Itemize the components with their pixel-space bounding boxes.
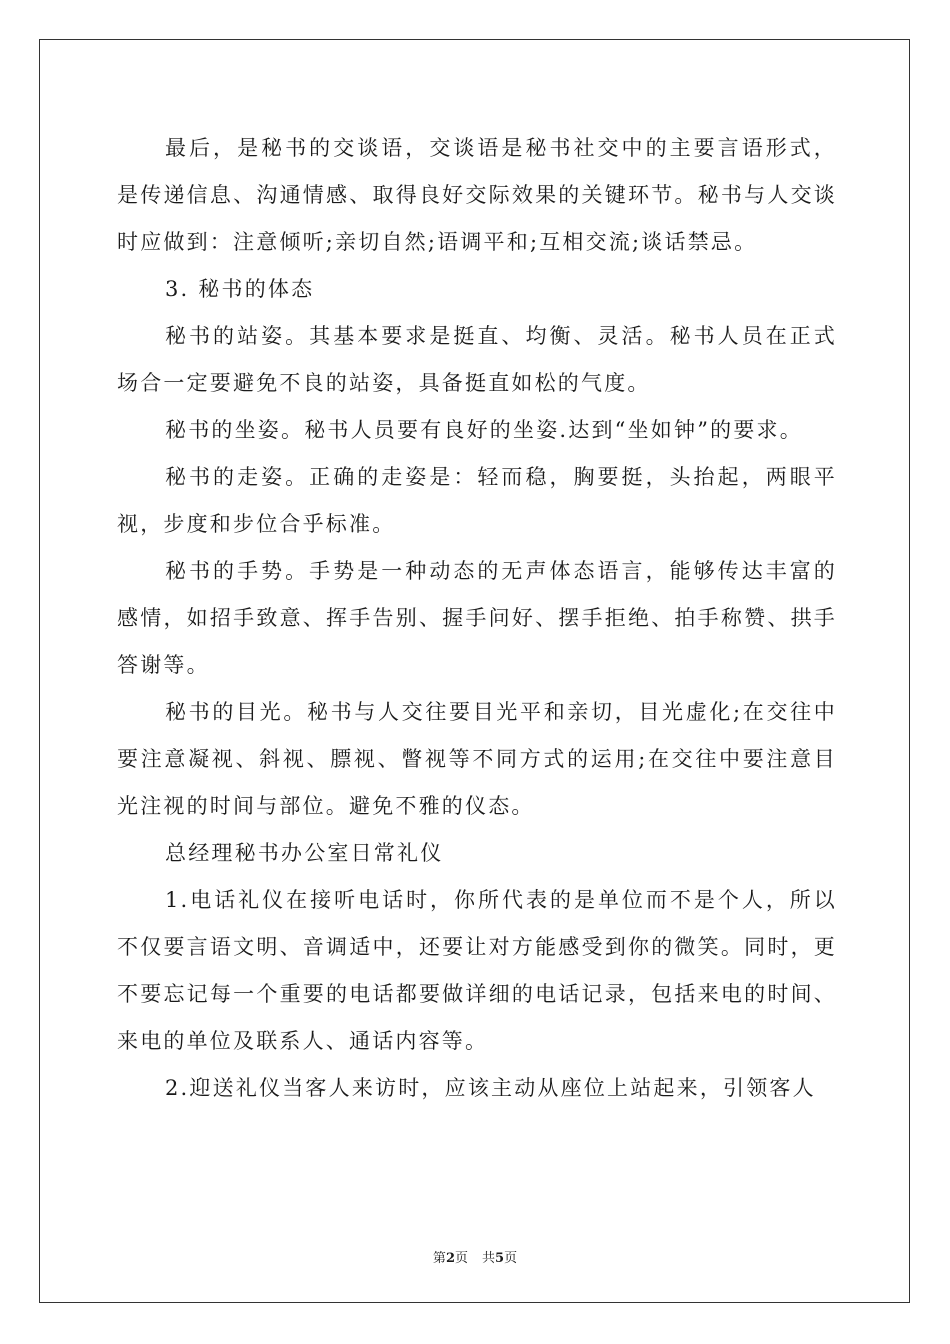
paragraph-greeting-etiquette: 2.迎送礼仪当客人来访时，应该主动从座位上站起来，引领客人 [165,1076,816,1100]
footer-total-prefix: 共 [482,1251,496,1266]
paragraph-conversation: 最后，是秘书的交谈语，交谈语是秘书社交中的主要言语形式，是传递信息、沟通情感、取得良好交际效果的关键环节。秘书与人交谈时应做到：注意倾听;亲切自然;语调平和;互相交流;谈话禁忌。 [117,136,837,254]
paragraph-walking: 秘书的走姿。正确的走姿是：轻而稳，胸要挺，头抬起，两眼平视，步度和步位合乎标准。 [117,465,837,536]
footer-page-word: 页 [454,1251,468,1266]
footer-total-suffix: 页 [504,1251,518,1266]
page-footer [0,1247,950,1266]
paragraph-gestures: 秘书的手势。手势是一种动态的无声体态语言，能够传达丰富的感情，如招手致意、挥手告别、握手问好、摆手拒绝、拍手称赞、拱手答谢等。 [117,559,837,677]
footer-prefix: 第 [432,1251,446,1266]
paragraph-sitting: 秘书的坐姿。秘书人员要有良好的坐姿.达到“坐如钟”的要求。 [165,418,803,442]
paragraph-standing: 秘书的站姿。其基本要求是挺直、均衡、灵活。秘书人员在正式场合一定要避免不良的站姿，具备挺直如松的气度。 [117,324,837,395]
paragraph-phone-etiquette: 1.电话礼仪在接听电话时，你所代表的是单位而不是个人，所以不仅要言语文明、音调适中，还要让对方能感受到你的微笑。同时，更不要忘记每一个重要的电话都要做详细的电话记录，包括来电的时间、来电的单位及联系人、通话内容等。 [117,888,837,1053]
section-heading-posture: 3. 秘书的体态 [165,277,315,301]
total-page-number: 5 [495,1251,505,1266]
paragraph-eye-contact: 秘书的目光。秘书与人交往要目光平和亲切，目光虚化;在交往中要注意凝视、斜视、膘视、瞥视等不同方式的运用;在交往中要注意目光注视的时间与部位。避免不雅的仪态。 [117,700,837,818]
current-page-number: 2 [445,1251,455,1266]
section-heading-office-etiquette: 总经理秘书办公室日常礼仪 [165,841,444,865]
document-body [117,125,837,1112]
